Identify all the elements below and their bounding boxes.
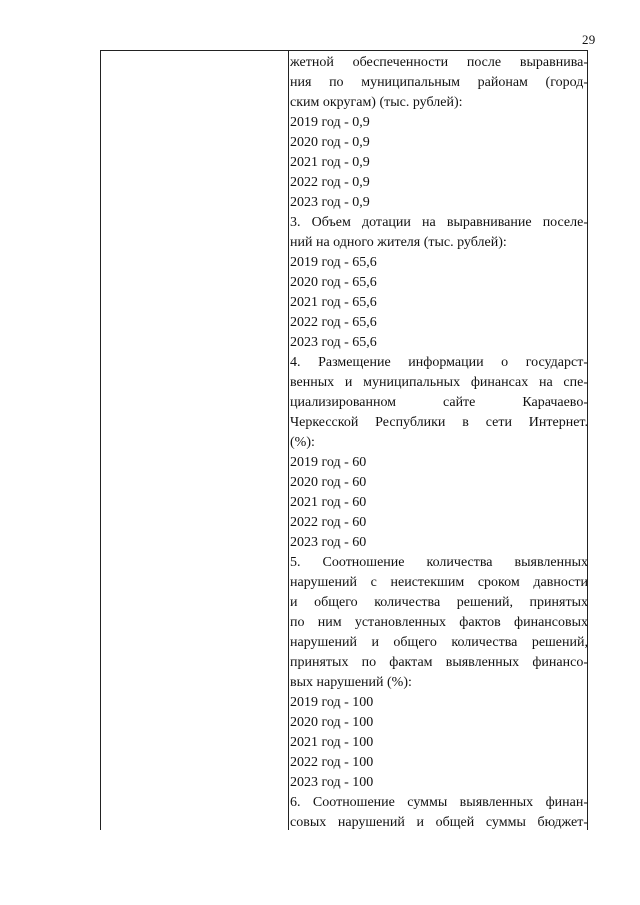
text-line: и общего количества решений, принятых [290,595,588,610]
text-line: циализированном сайте Карачаево- [290,395,588,410]
text-line: Черкесской Республики в сети Интернет. [290,415,588,430]
text-line: 2022 год - 0,9 [290,175,370,190]
column-divider [288,51,289,830]
text-line: 2023 год - 100 [290,775,374,790]
text-line: 2019 год - 60 [290,455,367,470]
right-column-cell [290,53,588,833]
text-line: 2019 год - 0,9 [290,115,370,130]
text-line: по ним установленных фактов финансовых [290,615,588,630]
text-line: 2019 год - 65,6 [290,255,377,270]
text-line: 2020 год - 60 [290,475,367,490]
text-line: 6. Соотношение суммы выявленных финан- [290,795,588,810]
text-line: 2021 год - 60 [290,495,367,510]
text-line: вых нарушений (%): [290,675,412,690]
text-line: 2020 год - 65,6 [290,275,377,290]
text-line: совых нарушений и общей суммы бюджет- [290,815,588,830]
text-line: принятых по фактам выявленных финансо- [290,655,588,670]
left-column-cell [101,51,288,830]
text-line: 2021 год - 65,6 [290,295,377,310]
text-line: жетной обеспеченности после выравнива- [290,55,588,70]
text-line: 2023 год - 65,6 [290,335,377,350]
text-line: 5. Соотношение количества выявленных [290,555,588,570]
text-line: венных и муниципальных финансах на спе- [290,375,588,390]
text-line: 2022 год - 100 [290,755,374,770]
text-line: 2023 год - 0,9 [290,195,370,210]
text-line: 2022 год - 60 [290,515,367,530]
text-line: 3. Объем дотации на выравнивание поселе- [290,215,588,230]
text-line: (%): [290,435,315,450]
document-table [100,50,588,830]
text-line: 2020 год - 0,9 [290,135,370,150]
text-line: ний на одного жителя (тыс. рублей): [290,235,507,250]
text-line: 2020 год - 100 [290,715,374,730]
text-line: ния по муниципальным районам (город- [290,75,588,90]
text-line: 2021 год - 0,9 [290,155,370,170]
text-line: ским округам) (тыс. рублей): [290,95,463,110]
text-line: нарушений с неистекшим сроком давности [290,575,588,590]
text-line: нарушений и общего количества решений, [290,635,588,650]
text-line: 2021 год - 100 [290,735,374,750]
page-number: 29 [582,32,596,47]
text-line: 4. Размещение информации о государст- [290,355,588,370]
text-line: 2023 год - 60 [290,535,367,550]
text-line: 2019 год - 100 [290,695,374,710]
text-line: 2022 год - 65,6 [290,315,377,330]
